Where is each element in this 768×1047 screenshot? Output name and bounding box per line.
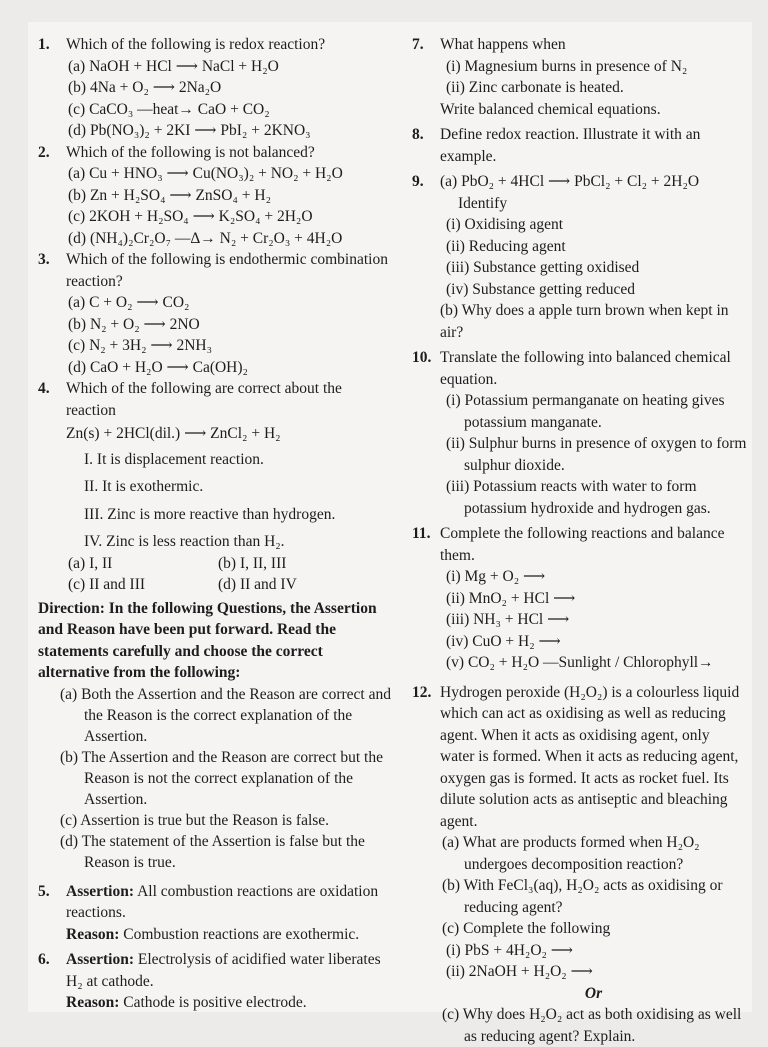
question-stem: Complete the following reactions and balance them. [440, 523, 747, 566]
assertion-label: Assertion: [66, 951, 134, 968]
question-number: 8. [412, 124, 424, 146]
question-1 [38, 34, 393, 142]
assertion-text: All combustion reactions are oxidation reactions. [66, 883, 378, 922]
question-number: 10. [412, 347, 431, 369]
option-a: (a) C + O₂ ⟶ CO₂ [68, 292, 393, 314]
alternative-b: (b) The Assertion and the Reason are correct but the Reason is not the correct explanation of the Assertion. [38, 747, 393, 810]
question-6 [38, 949, 393, 1014]
reason-label: Reason: [66, 926, 119, 943]
sub-question-i: (i) Magnesium burns in presence of N₂ [440, 56, 747, 78]
reason [66, 992, 393, 1014]
left-column [38, 34, 393, 1014]
question-9 [412, 171, 747, 343]
question-stem: Which of the following is redox reaction? [66, 34, 393, 56]
question-number: 4. [38, 378, 50, 400]
sub-question-iv: (iv) CuO + H₂ ⟶ [440, 631, 747, 653]
question-number: 6. [38, 949, 50, 971]
question-number: 5. [38, 881, 50, 903]
option-c: (c) 2KOH + H₂SO₄ ⟶ K₂SO₄ + 2H₂O [68, 206, 393, 228]
question-7 [412, 34, 747, 120]
question-part-a: (a) What are products formed when H₂O₂ undergoes decomposition reaction? [442, 832, 747, 875]
question-number: 9. [412, 171, 424, 193]
option-c: (c) II and III [68, 574, 218, 596]
question-tail: Write balanced chemical equations. [440, 99, 747, 121]
question-stem: What happens when [440, 34, 747, 56]
sub-question-i: (i) Potassium permanganate on heating gives potassium manganate. [440, 390, 747, 433]
question-part-c-alt: (c) Why does H₂O₂ act as both oxidising as well as reducing agent? Explain. [442, 1004, 747, 1047]
options-row-2 [68, 574, 393, 596]
question-number: 12. [412, 682, 431, 704]
reaction-equation: Zn(s) + 2HCl(dil.) ⟶ ZnCl₂ + H₂ [66, 423, 393, 445]
question-4 [38, 378, 393, 596]
statement-4: IV. Zinc is less reaction than H₂. [66, 531, 393, 553]
sub-question-i: (i) Mg + O₂ ⟶ [440, 566, 747, 588]
assertion [66, 881, 393, 924]
right-column [412, 34, 747, 1047]
assertion [66, 949, 393, 992]
assertion-text: Electrolysis of acidified water liberates H₂ at cathode. [66, 951, 381, 990]
question-2 [38, 142, 393, 250]
options-row-1 [68, 553, 393, 575]
question-part-c: (c) Complete the following [442, 918, 747, 940]
question-stem: Define redox reaction. Illustrate it with an example. [440, 124, 747, 167]
question-5 [38, 881, 393, 946]
question-part-b: (b) Why does a apple turn brown when kept in air? [440, 300, 747, 343]
option-a: (a) NaOH + HCl ⟶ NaCl + H₂O [68, 56, 393, 78]
statement-2: II. It is exothermic. [66, 476, 393, 498]
question-3 [38, 249, 393, 378]
option-b: (b) N₂ + O₂ ⟶ 2NO [68, 314, 393, 336]
question-10 [412, 347, 747, 519]
sub-question-ii: (ii) 2NaOH + H₂O₂ ⟶ [440, 961, 747, 983]
question-8 [412, 124, 747, 167]
reason [66, 924, 393, 946]
sub-question-ii: (ii) MnO₂ + HCl ⟶ [440, 588, 747, 610]
sub-question-ii: (ii) Zinc carbonate is heated. [440, 77, 747, 99]
or-separator: Or [440, 983, 747, 1005]
question-number: 11. [412, 523, 431, 545]
textbook-page [28, 22, 752, 1012]
question-stem: Translate the following into balanced chemical equation. [440, 347, 747, 390]
option-a: (a) I, II [68, 553, 218, 575]
option-d: (d) II and IV [218, 574, 368, 596]
option-d: (d) CaO + H₂O ⟶ Ca(OH)₂ [68, 357, 393, 379]
assertion-reason-direction: Direction: In the following Questions, the Assertion and Reason have been put forward. Read the statements carefully and choose the correct alternative from the following: [38, 598, 393, 684]
reason-text: Combustion reactions are exothermic. [123, 926, 359, 943]
question-number: 2. [38, 142, 50, 164]
option-b: (b) 4Na + O₂ ⟶ 2Na₂O [68, 77, 393, 99]
question-12 [412, 682, 747, 1047]
option-c: (c) N₂ + 3H₂ ⟶ 2NH₃ [68, 335, 393, 357]
identify-label: Identify [440, 193, 747, 215]
sub-question-ii: (ii) Sulphur burns in presence of oxygen to form sulphur dioxide. [440, 433, 747, 476]
sub-question-i: (i) PbS + 4H₂O₂ ⟶ [440, 940, 747, 962]
sub-question-iii: (iii) NH₃ + HCl ⟶ [440, 609, 747, 631]
option-b: (b) I, II, III [218, 553, 368, 575]
statement-1: I. It is displacement reaction. [66, 449, 393, 471]
option-c: (c) CaCO₃ —heat→ CaO + CO₂ [68, 99, 393, 121]
option-d: (d) (NH₄)₂Cr₂O₇ —Δ→ N₂ + Cr₂O₃ + 4H₂O [68, 228, 393, 250]
alternative-c: (c) Assertion is true but the Reason is false. [38, 810, 393, 831]
sub-question-iv: (iv) Substance getting reduced [440, 279, 747, 301]
sub-question-i: (i) Oxidising agent [440, 214, 747, 236]
question-stem: Which of the following is endothermic combination reaction? [66, 249, 393, 292]
option-a: (a) Cu + HNO₃ ⟶ Cu(NO₃)₂ + NO₂ + H₂O [68, 163, 393, 185]
question-stem: Which of the following is not balanced? [66, 142, 393, 164]
assertion-label: Assertion: [66, 883, 134, 900]
question-11 [412, 523, 747, 674]
option-b: (b) Zn + H₂SO₄ ⟶ ZnSO₄ + H₂ [68, 185, 393, 207]
question-passage: Hydrogen peroxide (H₂O₂) is a colourless liquid which can act as oxidising as well as reducing agent. When it acts as oxidising agent, only water is formed. When it acts as reducing agent, oxygen gas is formed. It acts as rocket fuel. Its dilute solution acts as antiseptic and bleaching agent. [440, 682, 747, 833]
sub-question-iii: (iii) Substance getting oxidised [440, 257, 747, 279]
reason-text: Cathode is positive electrode. [123, 994, 306, 1011]
question-stem: Which of the following are correct about the reaction [66, 378, 393, 421]
alternative-d: (d) The statement of the Assertion is false but the Reason is true. [38, 831, 393, 873]
reason-label: Reason: [66, 994, 119, 1011]
question-number: 1. [38, 34, 50, 56]
alternative-a: (a) Both the Assertion and the Reason are correct and the Reason is the correct explanation of the Assertion. [38, 684, 393, 747]
option-d: (d) Pb(NO₃)₂ + 2KI ⟶ PbI₂ + 2KNO₃ [68, 120, 393, 142]
sub-question-iii: (iii) Potassium reacts with water to form potassium hydroxide and hydrogen gas. [440, 476, 747, 519]
statement-3: III. Zinc is more reactive than hydrogen. [66, 504, 393, 526]
question-number: 7. [412, 34, 424, 56]
question-stem: (a) PbO₂ + 4HCl ⟶ PbCl₂ + Cl₂ + 2H₂O [440, 171, 747, 193]
question-number: 3. [38, 249, 50, 271]
sub-question-ii: (ii) Reducing agent [440, 236, 747, 258]
question-part-b: (b) With FeCl₃(aq), H₂O₂ acts as oxidising or reducing agent? [442, 875, 747, 918]
sub-question-v: (v) CO₂ + H₂O —Sunlight / Chlorophyll→ [440, 652, 747, 674]
